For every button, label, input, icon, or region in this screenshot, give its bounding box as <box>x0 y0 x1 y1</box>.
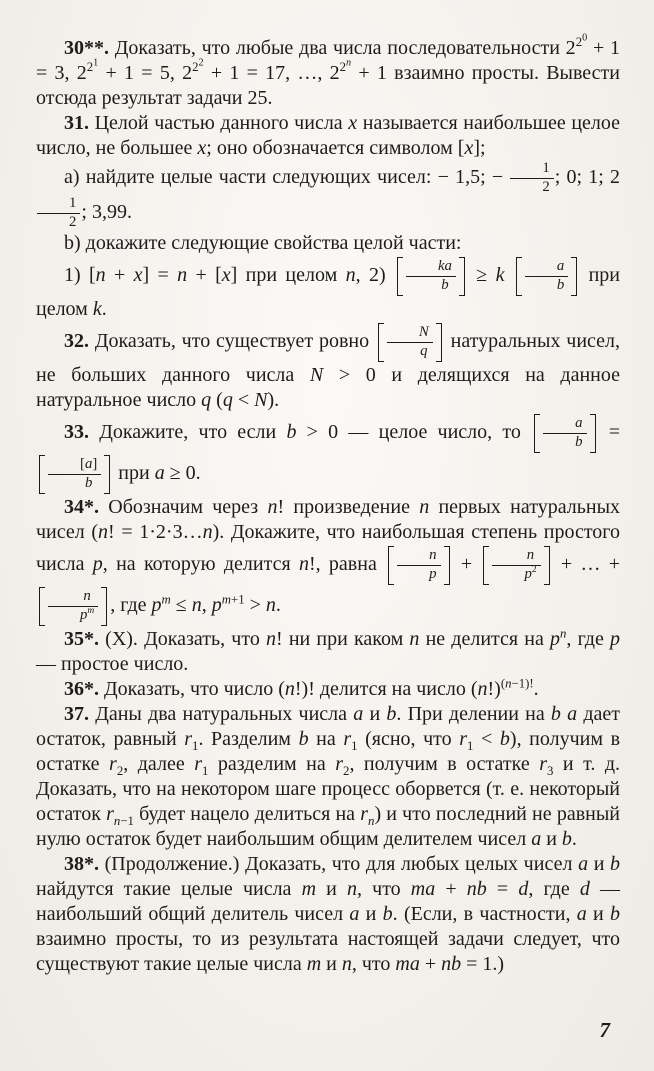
big-bracket-group <box>388 546 449 585</box>
big-bracket-group <box>534 414 595 453</box>
fraction: $\frac{1}{2}$ <box>37 196 80 231</box>
problem-number: 30**. <box>64 37 115 59</box>
fraction: $\frac{n}{p^2}$ <box>492 548 540 583</box>
problem-paragraph: 38*. (Продолжение.) Доказать, что для любых целых чисел a и b найдутся такие целые числа m и n, что ma + nb = d, где d — наибольший общий делитель чисел a и b. (Если, в частности, a и b взаимно просты, то из результата настоящей задачи следует, что существуют такие целые числа m и n, что ma + nb = 1.) <box>36 852 621 975</box>
page-text <box>36 33 621 977</box>
problem-number: 32. <box>64 329 95 352</box>
fraction: $\frac{n}{p}$ <box>397 548 440 583</box>
big-bracket-group <box>39 587 107 626</box>
problem-paragraph: 37. Даны два натуральных числа a и b. При делении на b a дает остаток, равный $r_1$. Разделим b на $r_1$ (ясно, что $r_1 < b$), получим в остатке $r_2$, далее $r_1$ разделим на $r_2$, получим в остатке $r_3$ и т. д. Доказать, что на некотором шаге процесс оборвется (т. е. некоторый остаток $r_{n-1}$ будет нацело делиться на $r_n$) и что последний не равный нулю остаток будет наибольшим общим делителем чисел a и b. <box>36 702 621 850</box>
problem-paragraph: 33. Докажите, что если b > 0 — целое число, то $\frac{a}{b}$ = $\frac{[a]}{b}$ при a ≥ 0. <box>36 413 620 495</box>
problem-paragraph: 31. Целой частью данного числа x называется наибольшее целое число, не большее x; оно обозначается символом [x]; <box>36 112 621 159</box>
fraction: $\frac{a}{b}$ <box>543 416 586 451</box>
fraction: $\frac{a}{b}$ <box>525 259 568 294</box>
problem-paragraph: 35*. (Х). Доказать, что n! ни при каком n не делится на $p^n$, где p — простое число. <box>36 625 621 675</box>
problem-paragraph: b) докажите следующие свойства целой части: <box>64 231 462 254</box>
problem-number: 36*. <box>64 677 104 700</box>
fraction: $\frac{n}{p^m}$ <box>48 589 98 624</box>
big-bracket-group <box>39 455 110 494</box>
problem-number: 34*. <box>64 495 109 518</box>
problem-number: 33. <box>64 420 100 443</box>
big-bracket-group <box>397 257 465 296</box>
problem-number: 38*. <box>64 852 105 875</box>
problem-paragraph: 34*. Обозначим через n! произведение n первых натуральных чисел (n! = 1·2·3…n). Докажите, что наибольшая степень простого числа p, на которую делится n!, равна $\frac{n}{p}$ + $\frac{n}{p^2}$ + … + $\frac{n}{p^m}$ , где $p^m \le n$, $p^{m+1} > n$. <box>36 495 620 627</box>
problem-paragraph: 1) [n + x] = n + [x] при целом n, 2) $\frac{ka}{b}$ ≥ k $\frac{a}{b}$ при целом k. <box>36 257 620 320</box>
fraction: $\frac{1}{2}$ <box>510 161 553 196</box>
big-bracket-group <box>378 323 442 362</box>
problem-paragraph: а) найдите целые части следующих чисел: − 1,5; − $\frac{1}{2}$ ; 0; 1; 2 $\frac{1}{2}$ ; 3,99. <box>36 161 620 231</box>
problem-paragraph: 30**. Доказать, что любые два числа последовательности $2^{2^0} + 1 = 3$, $2^{2^1} + 1 = 5$, $2^{2^2} + 1 = 17$, …, $2^{2^n} + 1$ взаимно просты. Вывести отсюда результат задачи 25. <box>36 33 621 109</box>
fraction: $\frac{N}{q}$ <box>387 325 433 360</box>
problem-number: 31. <box>64 112 95 134</box>
fraction: $\frac{ka}{b}$ <box>406 259 456 294</box>
big-bracket-group <box>483 546 549 585</box>
problem-number: 37. <box>64 702 96 725</box>
problem-number: 35*. <box>64 627 106 650</box>
problem-paragraph: 32. Доказать, что существует ровно $\frac{N}{q}$ натуральных чисел, не больших данного числа N > 0 и делящихся на данное натуральное число q (q < N). <box>36 323 621 411</box>
problem-paragraph: 36*. Доказать, что число (n!)! делится на число $(n!)^{(n-1)!}$. <box>64 675 539 700</box>
fraction: $\frac{[a]}{b}$ <box>48 457 101 492</box>
big-bracket-group <box>516 257 577 296</box>
page-number: 7 <box>599 1018 610 1042</box>
